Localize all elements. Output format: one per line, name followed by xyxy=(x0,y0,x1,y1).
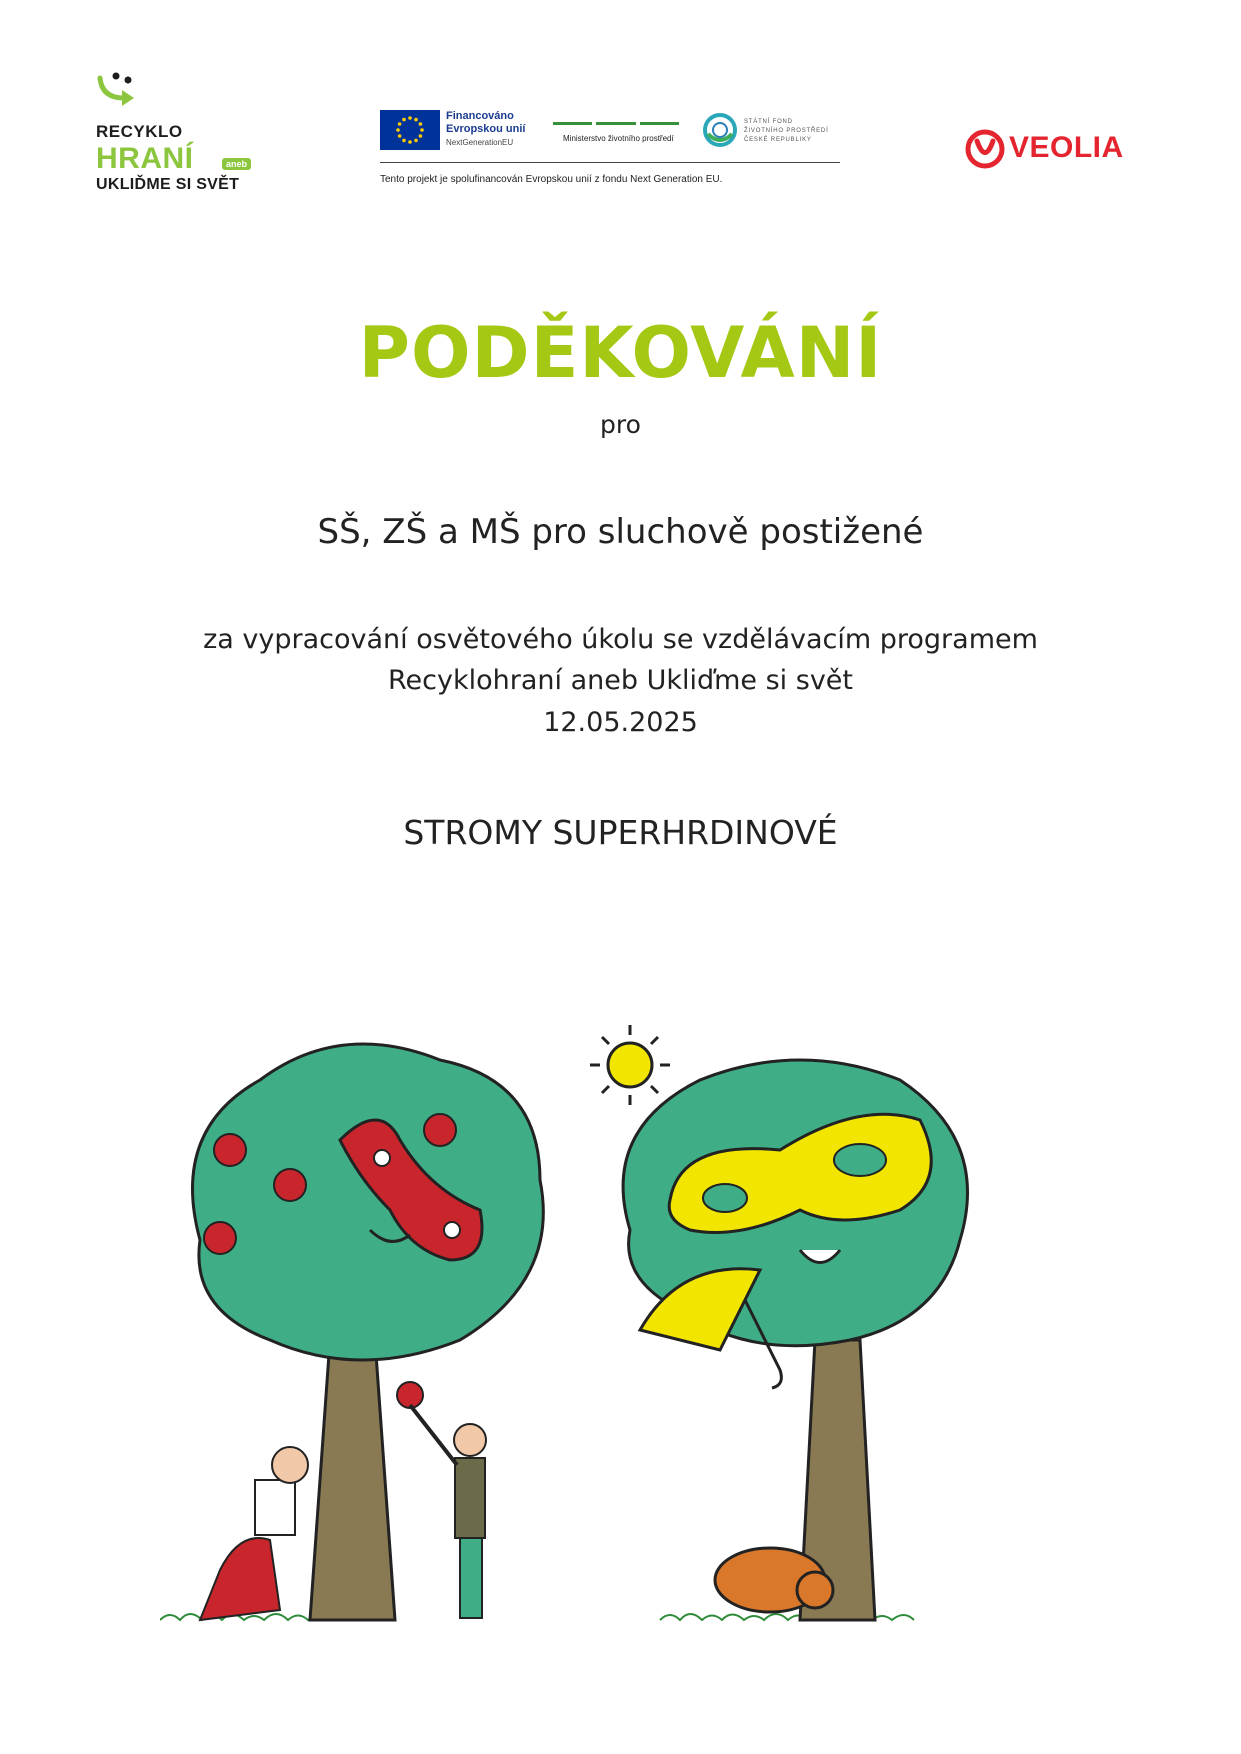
certificate-date: 12.05.2025 xyxy=(543,707,698,738)
superhero-trees-illustration xyxy=(160,1010,1120,1650)
logo-line-uklidme: UKLIĎME SI SVĚT xyxy=(96,176,240,193)
eu-flag-icon xyxy=(380,110,440,150)
recycle-arrow-icon xyxy=(94,70,144,110)
veolia-emblem-icon xyxy=(965,128,1005,172)
funding-note: Tento projekt je spolufinancován Evropskou unií z fondu Next Generation EU. xyxy=(380,174,723,185)
logo-line-recyklo: RECYKLO xyxy=(96,122,183,141)
ministry-bars xyxy=(553,122,679,125)
partner-divider xyxy=(380,162,840,163)
eu-line3: NextGenerationEU xyxy=(446,138,514,147)
eu-line1: Financováno xyxy=(446,110,514,122)
ministry-label: Ministerstvo životního prostředí xyxy=(563,134,674,143)
recyklohrani-logo xyxy=(92,70,262,200)
partner-logos xyxy=(380,110,840,200)
veolia-logo xyxy=(965,128,1135,172)
sun-icon xyxy=(590,1025,670,1105)
certificate-recipient: SŠ, ZŠ a MŠ pro sluchově postižené xyxy=(317,512,924,552)
project-title: STROMY SUPERHRDINOVÉ xyxy=(403,813,838,852)
logo-badge-aneb: aneb xyxy=(222,158,251,170)
veolia-wordmark: VEOLIA xyxy=(1009,131,1124,164)
apple-tree xyxy=(193,1044,544,1620)
boy-picking-apple xyxy=(410,1405,486,1618)
sfzp-emblem-icon xyxy=(702,112,738,148)
eu-funding-label xyxy=(446,110,525,136)
certificate-pro: pro xyxy=(600,410,641,439)
logo-line-hrani: HRANÍ xyxy=(96,142,194,175)
girl-reading xyxy=(200,1447,308,1620)
sfzp-line3: ČESKÉ REPUBLIKY xyxy=(744,137,812,143)
certificate-description-line1: za vypracování osvětového úkolu se vzdělávacím programem xyxy=(203,624,1038,655)
sfzp-line2: ŽIVOTNÍHO PROSTŘEDÍ xyxy=(744,128,829,134)
eu-line2: Evropskou unií xyxy=(446,123,526,135)
certificate-description-line2: Recyklohraní aneb Ukliďme si svět xyxy=(387,665,853,696)
sfzp-label xyxy=(744,118,829,145)
certificate-title: PODĚKOVÁNÍ xyxy=(358,312,883,394)
sfzp-line1: STÁTNÍ FOND xyxy=(744,119,793,125)
umbrella-tree xyxy=(623,1060,967,1620)
